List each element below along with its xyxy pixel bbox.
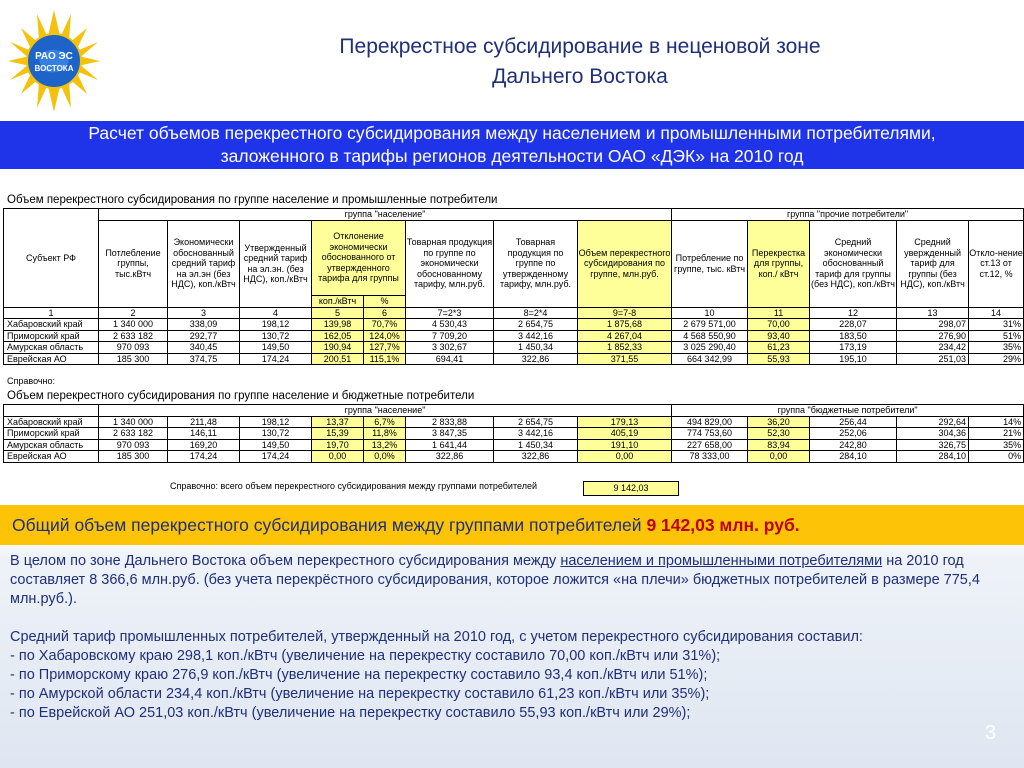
summary-text: Общий объем перекрестного субсидирования между группами потребителей [12, 515, 642, 535]
value-cell: 276,90 [897, 330, 969, 342]
table-row [4, 428, 1024, 440]
value-cell: 284,10 [897, 451, 969, 463]
value-cell: 292,77 [168, 330, 240, 342]
header-dev-kop: коп./кВтч [312, 295, 364, 307]
colnum: 10 [672, 307, 748, 319]
header-consumption: Потлебление группы, тыс.кВтч [99, 220, 168, 307]
table2 [3, 404, 1024, 463]
paragraph-2: Средний тариф промышленных потребителей, утвержденный на 2010 год, с учетом перекрестного субсидирования составил: [10, 629, 863, 645]
header-product-econ: Товарная продукция по группе по экономически обоснованному тарифу, млн.руб. [406, 220, 494, 307]
value-cell: 14% [969, 416, 1024, 428]
table-row [4, 319, 1024, 331]
region-cell: Приморский край [4, 428, 99, 440]
colnum: 3 [168, 307, 240, 319]
value-cell: 0,00 [578, 451, 672, 463]
header-deviation: Отклонение экономически обоснованного от утвержденного тарифа для группы [312, 220, 406, 295]
value-cell: 405,19 [578, 428, 672, 440]
value-cell: 340,45 [168, 342, 240, 354]
logo-line2: ВОСТОКА [34, 64, 74, 73]
p1-part-a: В целом по зоне Дальнего Востока объем перекрестного субсидирования между [10, 553, 561, 569]
value-cell: 304,36 [897, 428, 969, 440]
value-cell: 21% [969, 428, 1024, 440]
value-cell: 3 442,16 [494, 330, 578, 342]
colnum: 5 [312, 307, 364, 319]
value-cell: 211,48 [168, 416, 240, 428]
value-cell: 130,72 [240, 330, 312, 342]
logo-line1: РАО ЭС [35, 51, 73, 62]
header-group-other: группа "прочие потребители" [672, 209, 1024, 221]
value-cell: 198,12 [240, 416, 312, 428]
table-row [4, 330, 1024, 342]
value-cell: 0,00 [312, 451, 364, 463]
table-row [4, 342, 1024, 354]
value-cell: 1 641,44 [406, 439, 494, 451]
header-dev-pct: % [364, 295, 406, 307]
table-row [4, 353, 1024, 365]
p1-underlined: населением и промышленными потребителями [560, 553, 883, 569]
bullet-primorsky: - по Приморскому краю 276,9 коп./кВтч (увеличение на перекрестку составило 93,4 коп./кВтч или 51%); [10, 667, 708, 683]
value-cell: 115,1% [364, 353, 406, 365]
value-cell: 174,24 [168, 451, 240, 463]
value-cell: 1 340 000 [99, 319, 168, 331]
value-cell: 326,75 [897, 439, 969, 451]
summary-value: 9 142,03 млн. руб. [646, 515, 800, 535]
value-cell: 322,86 [406, 451, 494, 463]
value-cell: 970 093 [99, 342, 168, 354]
value-cell: 4 530,43 [406, 319, 494, 331]
value-cell: 2 654,75 [494, 416, 578, 428]
value-cell: 3 442,16 [494, 428, 578, 440]
header-avg-approved-tariff: Средний увержденный тариф для группы (без НДС), коп./кВтч [897, 220, 969, 307]
value-cell: 130,72 [240, 428, 312, 440]
value-cell: 2 833,88 [406, 416, 494, 428]
colnum: 1 [4, 307, 99, 319]
value-cell: 127,7% [364, 342, 406, 354]
value-cell: 200,51 [312, 353, 364, 365]
value-cell: 78 333,00 [672, 451, 748, 463]
value-cell: 374,75 [168, 353, 240, 365]
value-cell: 242,80 [810, 439, 897, 451]
value-cell: 70,7% [364, 319, 406, 331]
value-cell: 162,05 [312, 330, 364, 342]
value-cell: 1 450,34 [494, 342, 578, 354]
table-row [4, 451, 1024, 463]
value-cell: 494 829,00 [672, 416, 748, 428]
value-cell: 3 847,35 [406, 428, 494, 440]
value-cell: 0,0% [364, 451, 406, 463]
column-numbers-row [4, 307, 1024, 319]
value-cell: 183,50 [810, 330, 897, 342]
body-text [10, 552, 1015, 723]
value-cell: 146,11 [168, 428, 240, 440]
value-cell: 139,98 [312, 319, 364, 331]
paragraph-1 [10, 552, 1015, 609]
t2-header-group-budget: группа "бюджетные потребители" [672, 405, 1024, 417]
value-cell: 198,12 [240, 319, 312, 331]
value-cell: 227 658,00 [672, 439, 748, 451]
colnum: 2 [99, 307, 168, 319]
colnum: 12 [810, 307, 897, 319]
value-cell: 51% [969, 330, 1024, 342]
t2-header-blank [4, 405, 99, 417]
colnum: 11 [748, 307, 810, 319]
header-deviation-pct: Откло-нение ст.13 от ст.12, % [969, 220, 1024, 307]
title-line1: Перекрестное субсидирование в неценовой зоне [339, 35, 821, 58]
value-cell: 664 342,99 [672, 353, 748, 365]
header-subject: Субъект РФ [4, 209, 99, 308]
region-cell: Хабаровский край [4, 416, 99, 428]
value-cell: 7 709,20 [406, 330, 494, 342]
value-cell: 124,0% [364, 330, 406, 342]
value-cell: 173,19 [810, 342, 897, 354]
value-cell: 774 753,60 [672, 428, 748, 440]
colnum: 6 [364, 307, 406, 319]
value-cell: 52,30 [748, 428, 810, 440]
bullet-amur: - по Амурской области 234,4 коп./кВтч (увеличение на перекрестку составило 61,23 коп./кВтч или 35%); [10, 686, 710, 702]
header-econ-tariff: Экономически обоснованный средний тариф на эл.эн (без НДС), коп./кВтч [168, 220, 240, 307]
value-cell: 228,07 [810, 319, 897, 331]
header-group-population: группа "население" [99, 209, 672, 221]
value-cell: 70,00 [748, 319, 810, 331]
value-cell: 292,64 [897, 416, 969, 428]
value-cell: 195,10 [810, 353, 897, 365]
table2-caption: Объем перекрестного субсидирования по группе население и бюджетные потребители [7, 390, 475, 402]
header-cross-subsidy: Объем перекрестного субсидирования по группе, млн.руб. [578, 220, 672, 307]
value-cell: 3 025 290,40 [672, 342, 748, 354]
value-cell: 55,93 [748, 353, 810, 365]
value-cell: 36,20 [748, 416, 810, 428]
value-cell: 2 654,75 [494, 319, 578, 331]
colnum: 7=2*3 [406, 307, 494, 319]
value-cell: 13,2% [364, 439, 406, 451]
value-cell: 252,06 [810, 428, 897, 440]
region-cell: Еврейская АО [4, 451, 99, 463]
page-number: 3 [985, 722, 997, 744]
table2-body [4, 416, 1024, 462]
value-cell: 174,24 [240, 451, 312, 463]
t2-header-group-population: группа "население" [99, 405, 672, 417]
value-cell: 284,10 [810, 451, 897, 463]
table1 [3, 208, 1024, 365]
value-cell: 35% [969, 439, 1024, 451]
value-cell: 185 300 [99, 451, 168, 463]
colnum: 14 [969, 307, 1024, 319]
header-cross-per-kwh: Перекрестка для группы, коп./ кВтч [748, 220, 810, 307]
header-avg-econ-tariff: Средний экономически обоснованный тариф для группы (без НДС), коп./кВтч [810, 220, 897, 307]
value-cell: 0% [969, 451, 1024, 463]
region-cell: Приморский край [4, 330, 99, 342]
value-cell: 371,55 [578, 353, 672, 365]
blue-banner [0, 121, 1024, 169]
value-cell: 3 302,67 [406, 342, 494, 354]
value-cell: 190,94 [312, 342, 364, 354]
value-cell: 694,41 [406, 353, 494, 365]
value-cell: 61,23 [748, 342, 810, 354]
colnum: 4 [240, 307, 312, 319]
value-cell: 2 633 182 [99, 330, 168, 342]
region-cell: Амурская область [4, 342, 99, 354]
region-cell: Еврейская АО [4, 353, 99, 365]
colnum: 8=2*4 [494, 307, 578, 319]
colnum: 13 [897, 307, 969, 319]
value-cell: 338,09 [168, 319, 240, 331]
value-cell: 35% [969, 342, 1024, 354]
value-cell: 298,07 [897, 319, 969, 331]
value-cell: 149,50 [240, 439, 312, 451]
value-cell: 83,94 [748, 439, 810, 451]
region-cell: Амурская область [4, 439, 99, 451]
value-cell: 174,24 [240, 353, 312, 365]
banner-line1: Расчет объемов перекрестного субсидирования между населением и промышленными потребителями, [88, 123, 936, 143]
region-cell: Хабаровский край [4, 319, 99, 331]
bullet-jewish-ao: - по Еврейской АО 251,03 коп./кВтч (увеличение на перекрестку составило 55,93 коп./кВтч или 29%); [10, 705, 691, 721]
header-group-consumption: Потребление по группе, тыс. кВтч [672, 220, 748, 307]
value-cell: 15,39 [312, 428, 364, 440]
value-cell: 169,20 [168, 439, 240, 451]
value-cell: 1 875,68 [578, 319, 672, 331]
value-cell: 2 633 182 [99, 428, 168, 440]
total-value: 9 142,03 [583, 481, 679, 496]
value-cell: 322,86 [494, 353, 578, 365]
value-cell: 4 568 550,90 [672, 330, 748, 342]
value-cell: 29% [969, 353, 1024, 365]
value-cell: 31% [969, 319, 1024, 331]
table1-caption: Объем перекрестного субсидирования по группе население и промышленные потребители [7, 194, 498, 206]
value-cell: 6,7% [364, 416, 406, 428]
table1-body [4, 319, 1024, 365]
value-cell: 93,40 [748, 330, 810, 342]
p1-part-b: на 2010 год составляет 8 366,6 млн.руб. (без учета перекрёстного субсидирования, которое ложится «на плечи» бюджетных потребителей в размере 775,4 млн.руб.). [10, 553, 980, 607]
summary-bar [0, 505, 1024, 545]
value-cell: 4 267,04 [578, 330, 672, 342]
value-cell: 1 340 000 [99, 416, 168, 428]
header-approved-tariff: Утвержденный средний тариф на эл.эн. (без НДС), коп./кВтч [240, 220, 312, 307]
value-cell: 256,44 [810, 416, 897, 428]
value-cell: 2 679 571,00 [672, 319, 748, 331]
value-cell: 149,50 [240, 342, 312, 354]
banner-line2: заложенного в тарифы регионов деятельности ОАО «ДЭК» на 2010 год [220, 146, 804, 166]
total-label: Справочно: всего объем перекрестного субсидирования между группами потребителей [170, 481, 537, 491]
slide-title [210, 32, 950, 92]
title-line2: Дальнего Востока [492, 65, 668, 88]
value-cell: 322,86 [494, 451, 578, 463]
value-cell: 0,00 [748, 451, 810, 463]
value-cell: 251,03 [897, 353, 969, 365]
header-product-approved: Товарная продукция по группе по утвержденному тарифу, млн.руб. [494, 220, 578, 307]
value-cell: 191,10 [578, 439, 672, 451]
table-row [4, 416, 1024, 428]
value-cell: 1 852,33 [578, 342, 672, 354]
colnum: 9=7-8 [578, 307, 672, 319]
value-cell: 19,70 [312, 439, 364, 451]
spravochno-label: Справочно: [7, 376, 56, 386]
value-cell: 11,8% [364, 428, 406, 440]
value-cell: 1 450,34 [494, 439, 578, 451]
value-cell: 185 300 [99, 353, 168, 365]
value-cell: 234,42 [897, 342, 969, 354]
rao-es-vostoka-logo [4, 6, 104, 116]
value-cell: 13,37 [312, 416, 364, 428]
value-cell: 970 093 [99, 439, 168, 451]
bullet-khabarovsk: - по Хабаровскому краю 298,1 коп./кВтч (увеличение на перекрестку составило 70,00 коп./кВтч или 31%); [10, 648, 721, 664]
value-cell: 179,13 [578, 416, 672, 428]
table-row [4, 439, 1024, 451]
